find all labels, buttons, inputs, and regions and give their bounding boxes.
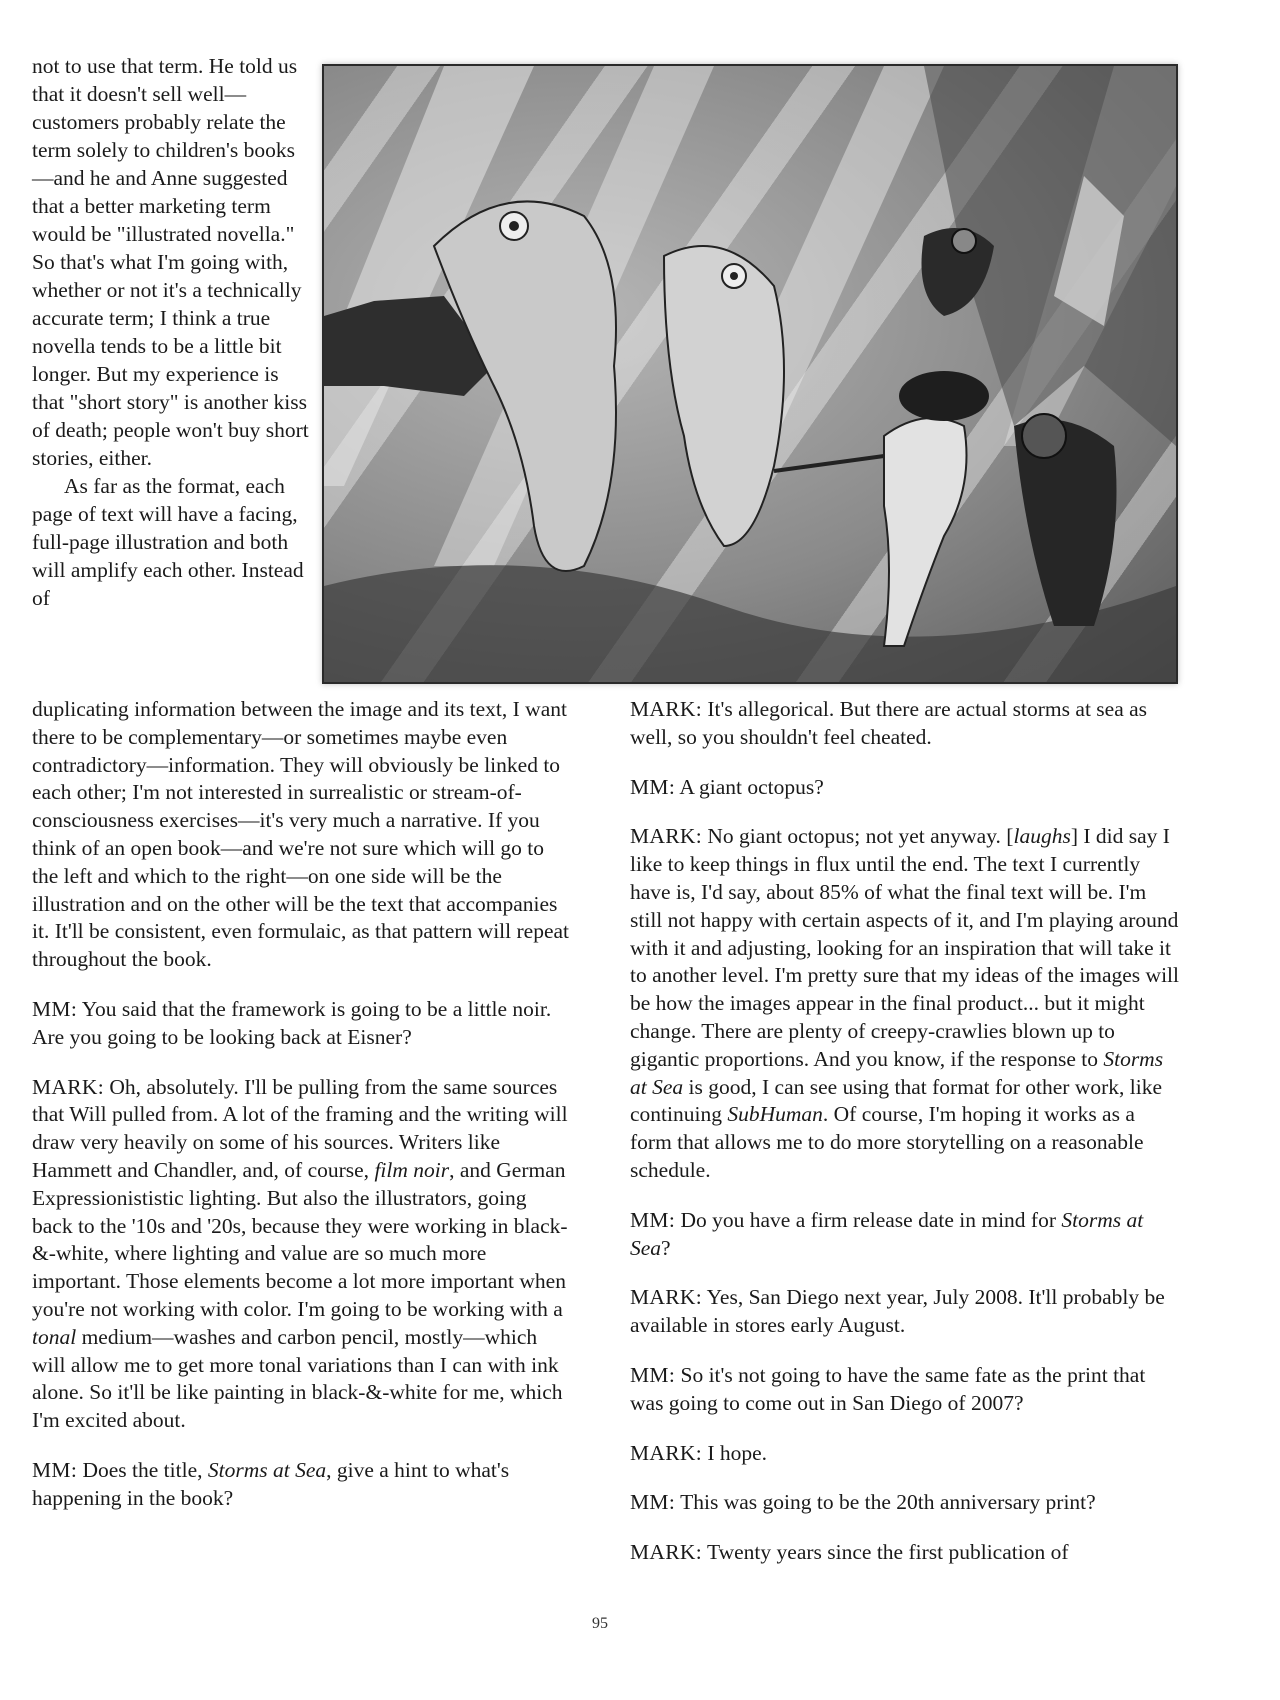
qa-text: , and German Expressionististic lighting. But also the illustrators, going back to the '10s and '20s, because they were working in black-&-white, where lighting and value are so much more important. Those elements become a lot more important when you're not working with color. I'm going to be working with a [32, 1157, 568, 1321]
italic-title: Storms at Sea [630, 1046, 1164, 1099]
italic-title: SubHuman [727, 1102, 823, 1127]
qa-text: No giant octopus; not yet anyway. [ [707, 824, 1014, 849]
qa-text: You said that the framework is going to be a little noir. Are you going to be looking back at Eisner? [32, 996, 552, 1049]
speaker-label: MARK: [630, 1440, 702, 1465]
interview-question [630, 1489, 1180, 1517]
speaker-label: MM: [630, 1490, 676, 1515]
italic-title: Storms at Sea [630, 1207, 1144, 1260]
italic-title: Storms at Sea [207, 1457, 327, 1482]
interview-question [630, 774, 1180, 802]
speaker-label: MM: [630, 1362, 676, 1387]
speaker-label: MM: [32, 996, 78, 1021]
interview-answer [630, 696, 1180, 752]
qa-text: Twenty years since the first publication of [706, 1540, 1069, 1565]
qa-text: Does the title, [82, 1457, 208, 1482]
speaker-label: MM: [32, 1457, 78, 1482]
italic-aside: laughs [1013, 824, 1071, 849]
speaker-label: MARK: [630, 1540, 702, 1565]
speaker-label: MARK: [630, 1285, 702, 1310]
paragraph: As far as the format, each page of text will have a facing, full-page illustration and both will amplify each other. Instead of [32, 474, 304, 610]
sea-creatures-sketch-icon [324, 66, 1176, 682]
speaker-label: MARK: [32, 1074, 104, 1099]
qa-text: Oh, absolutely. I'll be pulling from the same sources that Will pulled from. A lot of the framing and the writing will draw very heavily on some of his sources. Writers like Hammett and Chandler, and, of course, [32, 1074, 568, 1182]
qa-text: ] I did say I like to keep things in flux until the end. The text I currently have is, I'd say, about 85% of what the final text will be. I'm still not happy with certain aspects of it, and I'm playing around with it and adjusting, looking for an inspiration that will take it to another level. I'm pretty sure that my ideas of the images will be how the images appear in the final product... but it might change. There are plenty of creepy-crawlies blown up to gigantic proportions. And you know, if the response to [630, 824, 1179, 1071]
qa-text: , give a hint to what's happening in the book? [32, 1457, 510, 1510]
paragraph: duplicating information between the image and its text, I want there to be complementary—or sometimes maybe even contradictory—information. They will obviously be linked to each other; I'm not interested in surrealistic or stream-of-consciousness exercises—it's very much a narrative. If you think of an open book—and we're not sure which will go to the left and which to the right—on one side will be the illustration and on the other will be the text that accompanies it. It'll be consistent, even formulaic, as that pattern will repeat throughout the book. [32, 697, 570, 972]
interview-question [32, 996, 572, 1052]
qa-text: ? [661, 1235, 671, 1260]
interview-answer [630, 1539, 1180, 1567]
qa-text: A giant octopus? [679, 774, 824, 799]
interview-question [630, 1362, 1180, 1418]
italic-term: tonal [32, 1324, 77, 1349]
interview-answer [32, 1074, 572, 1435]
qa-text: is good, I can see using that format for other work, like continuing [630, 1074, 1163, 1127]
interview-question [630, 1207, 1180, 1263]
interview-answer [630, 1440, 1180, 1468]
qa-text: Yes, San Diego next year, July 2008. It'll probably be available in stores early August. [630, 1285, 1165, 1338]
qa-text: So it's not going to have the same fate as the print that was going to come out in San Diego of 2007? [630, 1362, 1146, 1415]
speaker-label: MM: [630, 1207, 676, 1232]
wrapped-text-column [32, 52, 310, 612]
italic-term: film noir [374, 1157, 450, 1182]
page-number: 95 [592, 1615, 608, 1632]
speaker-label: MARK: [630, 697, 702, 721]
right-text-column [630, 696, 1180, 1567]
speaker-label: MM: [630, 774, 676, 799]
qa-text: I hope. [707, 1440, 768, 1465]
pencil-illustration [322, 64, 1178, 684]
speaker-label: MARK: [630, 824, 702, 849]
qa-text: medium—washes and carbon pencil, mostly—which will allow me to get more tonal variations than I can with ink alone. So it'll be like painting in black-&-white for me, which I'm excited about. [32, 1324, 563, 1433]
qa-text: It's allegorical. But there are actual storms at sea as well, so you shouldn't feel cheated. [630, 697, 1148, 749]
qa-text: Do you have a firm release date in mind for [680, 1207, 1062, 1232]
left-text-column [32, 696, 572, 1513]
paragraph: not to use that term. He told us that it doesn't sell well—customers probably relate the term solely to children's books—and he and Anne suggested that a better marketing term would be "illustrated novella." So that's what I'm going with, whether or not it's a technically accurate term; I think a true novella tends to be a little bit longer. But my experience is that "short story" is another kiss of death; people won't buy short stories, either. [32, 54, 309, 470]
interview-question [32, 1457, 572, 1513]
interview-answer [630, 823, 1180, 1184]
qa-text: . Of course, I'm hoping it works as a form that allows me to do more storytelling on a reasonable schedule. [630, 1102, 1144, 1182]
interview-answer [630, 1284, 1180, 1340]
qa-text: This was going to be the 20th anniversary print? [680, 1490, 1096, 1515]
